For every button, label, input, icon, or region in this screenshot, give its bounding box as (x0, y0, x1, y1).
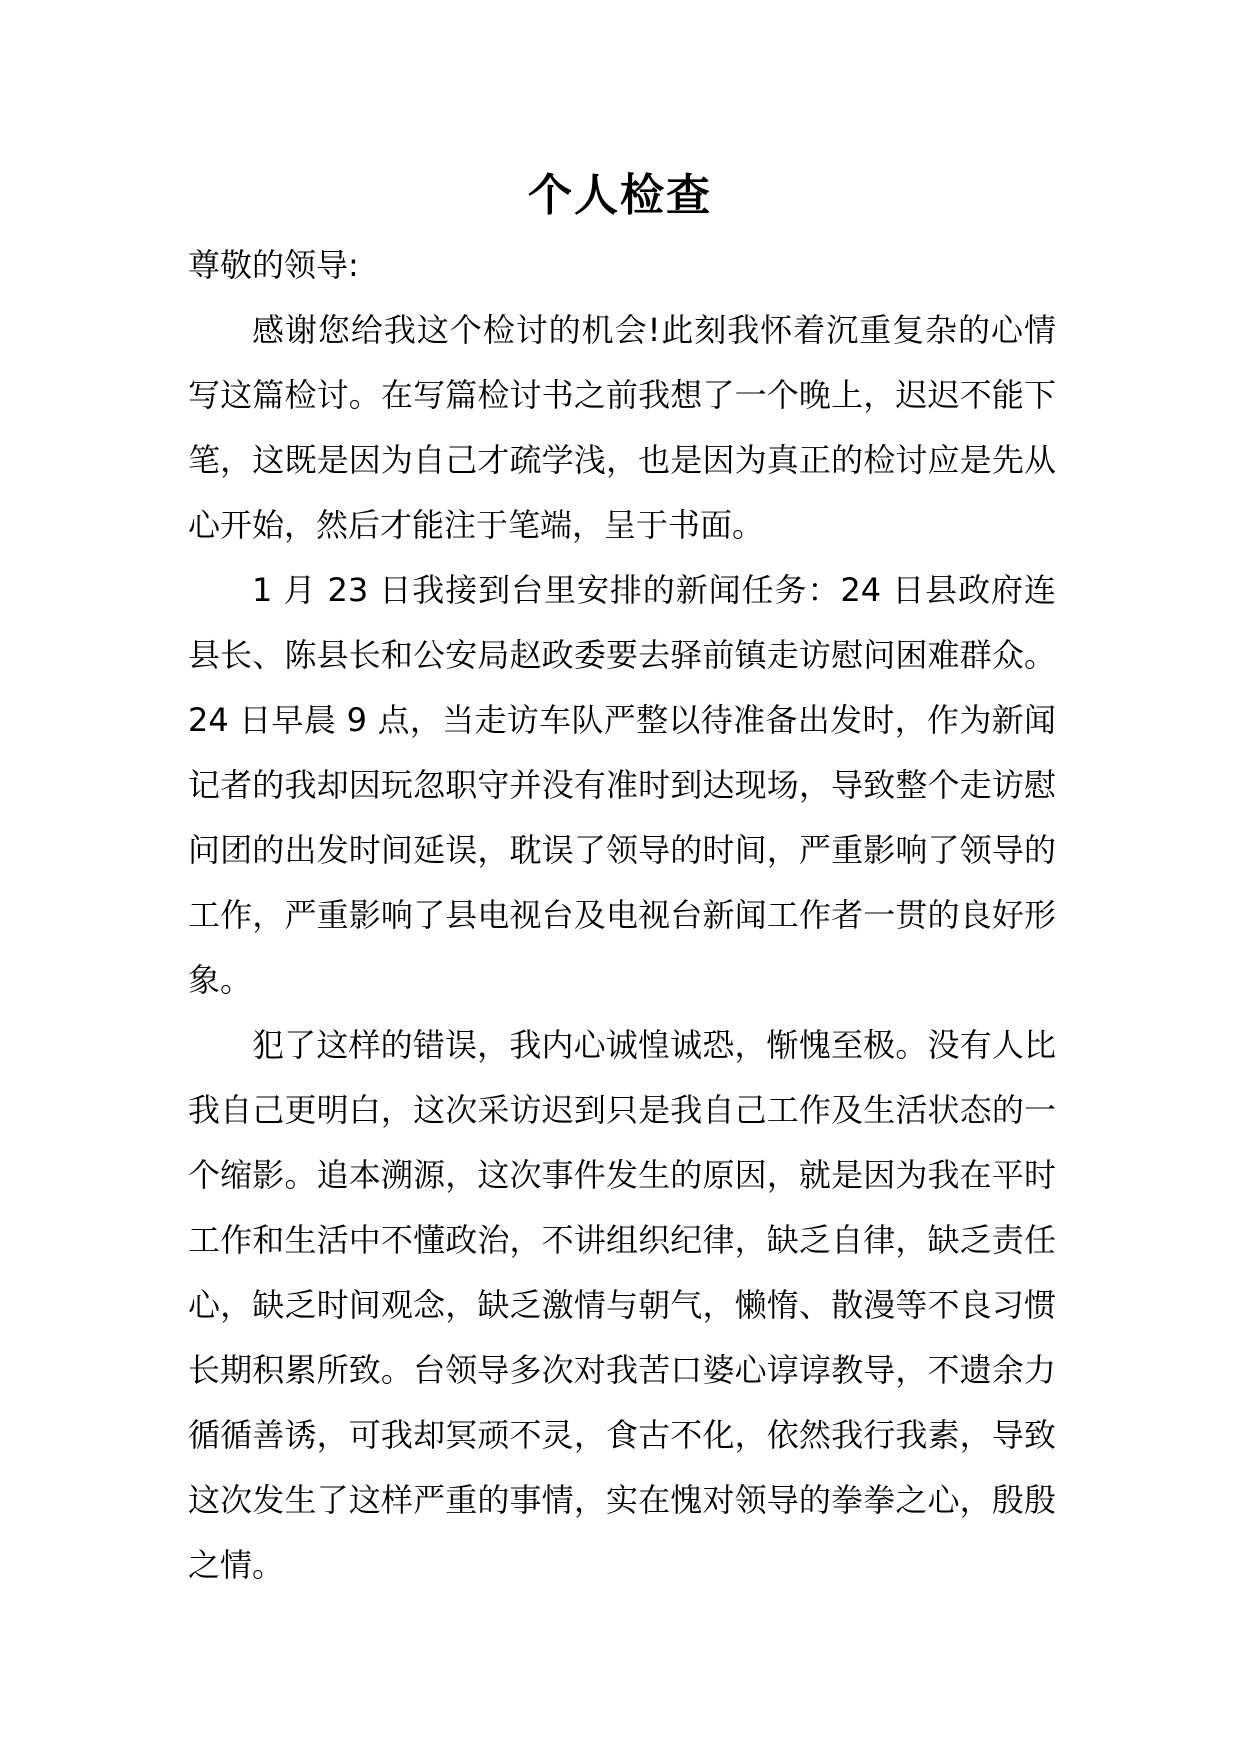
document-body (188, 233, 1056, 1598)
salutation: 尊敬的领导: (188, 246, 359, 284)
paragraph-1: 感谢您给我这个检讨的机会!此刻我怀着沉重复杂的心情写这篇检讨。在写篇检讨书之前我想了一个晚上，迟迟不能下笔，这既是因为自己才疏学浅，也是因为真正的检讨应是先从心开始，然后才能注于笔端，呈于书面。 (188, 311, 1056, 544)
paragraph-3: 犯了这样的错误，我内心诚惶诚恐，惭愧至极。没有人比我自己更明白，这次采访迟到只是我自己工作及生活状态的一个缩影。追本溯源，这次事件发生的原因，就是因为我在平时工作和生活中不懂政治，不讲组织纪律，缺乏自律，缺乏责任心，缺乏时间观念，缺乏激情与朝气，懒惰、散漫等不良习惯长期积累所致。台领导多次对我苦口婆心谆谆教导，不遗余力循循善诱，可我却冥顽不灵，食古不化，依然我行我素，导致这次发生了这样严重的事情，实在愧对领导的拳拳之心，殷殷之情。 (188, 1026, 1056, 1584)
document-title: 个人检查 (528, 170, 712, 221)
paragraph-2: 1 月 23 日我接到台里安排的新闻任务：24 日县政府连县长、陈县长和公安局赵政委要去驿前镇走访慰问困难群众。24 日早晨 9 点，当走访车队严整以待准备出发时，作为新闻记者的我却因玩忽职守并没有准时到达现场，导致整个走访慰问团的出发时间延误，耽误了领导的时间，严重影响了领导的工作，严重影响了县电视台及电视台新闻工作者一贯的良好形象。 (188, 571, 1056, 999)
